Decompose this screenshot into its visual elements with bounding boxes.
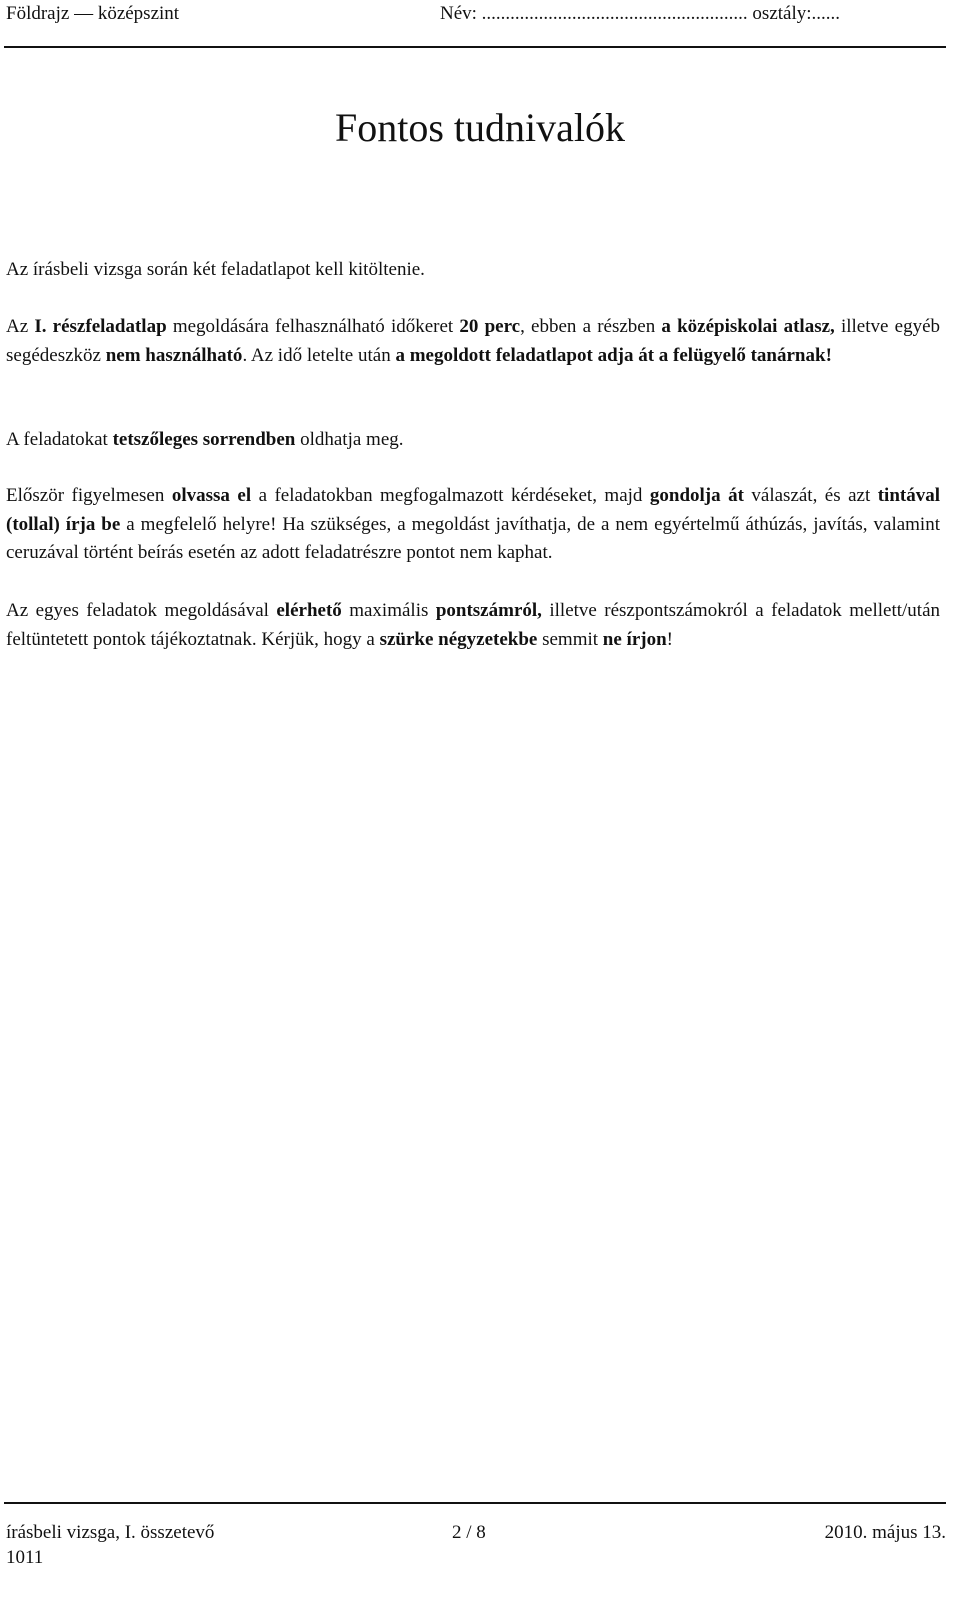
paragraph-two-sheets: Az írásbeli vizsga során két feladatlapot kell kitöltenie. — [6, 259, 425, 280]
exam-date: 2010. május 13. — [824, 1522, 946, 1543]
footer-rule — [4, 1502, 946, 1504]
header-rule — [4, 46, 946, 48]
paragraph-scoring: Az egyes feladatok megoldásával elérhető maximális pontszámról, illetve részpontszámokról a feladatok mellett/után feltüntetett pontok tájékoztatnak. Kérjük, hogy a szürke négyzetekbe semmit ne írjon! — [6, 600, 941, 650]
paragraph-order: A feladatokat tetszőleges sorrendben oldhatja meg. — [6, 429, 404, 450]
subject-label: Földrajz — középszint — [6, 3, 180, 24]
paragraph-first-sheet-rules: Az I. részfeladatlap megoldására felhasználható időkeret 20 perc, ebben a részben a középiskolai atlasz, illetve egyéb segédeszköz nem használható. Az idő letelte után a megoldott feladatlapot adja át a felügyelő tanárnak! — [6, 316, 940, 366]
exam-code: 1011 — [6, 1547, 44, 1568]
paragraph-instructions: Először figyelmesen olvassa el a feladatokban megfogalmazott kérdéseket, majd gondolja át válaszát, és azt tintával (tollal) írja be a megfelelő helyre! Ha szükséges, a megoldást javíthatja, de a nem egyértelmű áthúzás, javítás, valamint ceruzával történt beírás esetén az adott feladatrészre pontot nem kaphat. — [6, 485, 940, 563]
page-title: Fontos tudnivalók — [334, 105, 626, 150]
exam-part-label: írásbeli vizsga, I. összetevő — [6, 1522, 215, 1543]
page-number: 2 / 8 — [452, 1522, 486, 1543]
page-header — [6, 0, 946, 50]
name-class-field: Név: ........................................................ osztály:...... — [440, 3, 841, 24]
